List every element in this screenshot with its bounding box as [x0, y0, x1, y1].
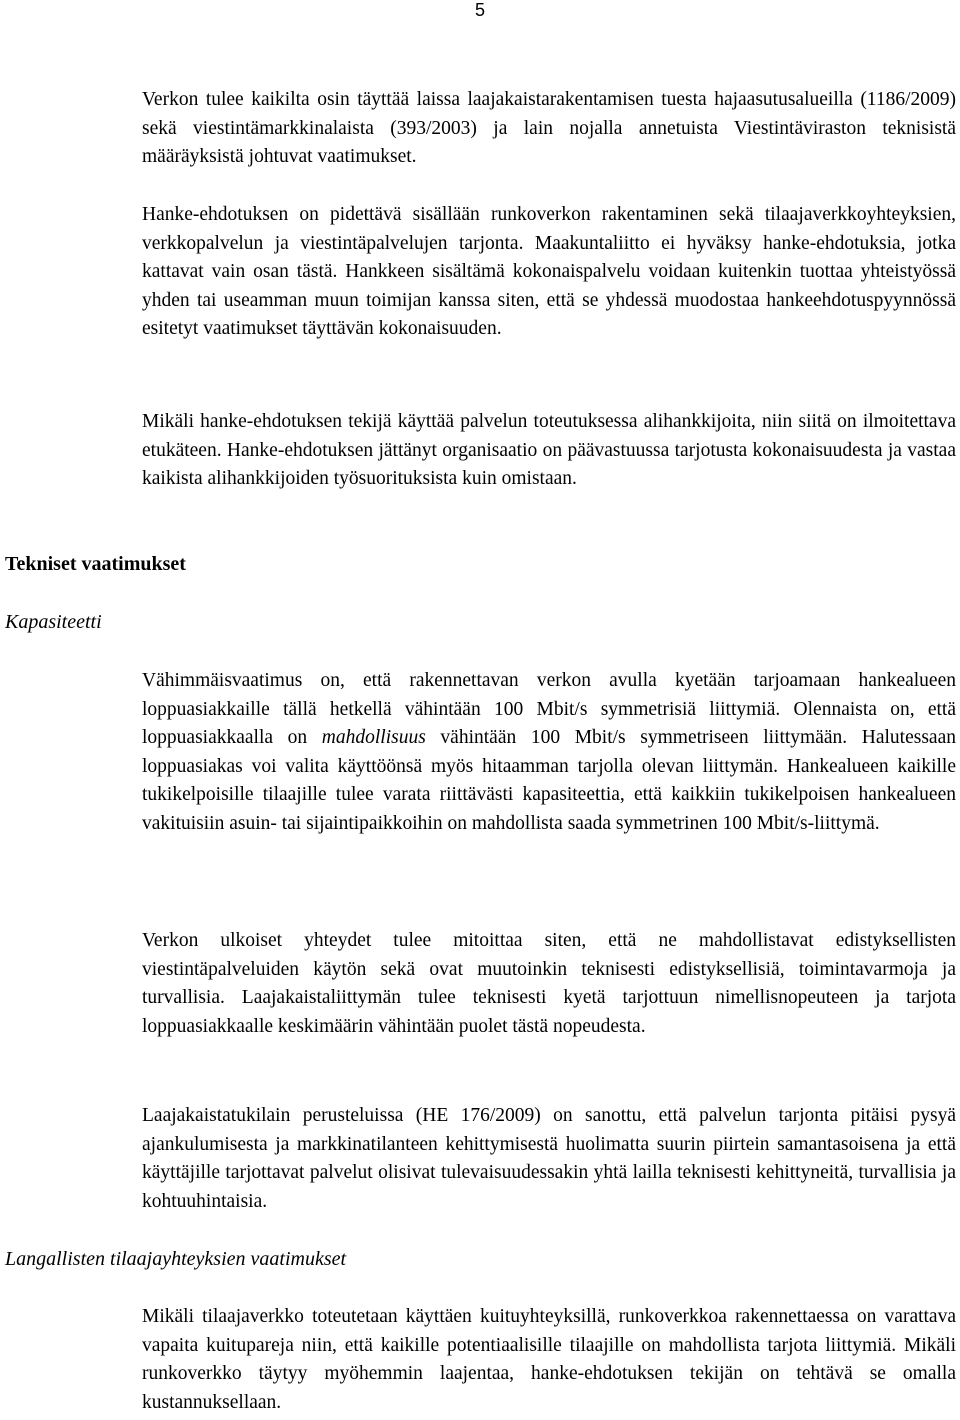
- heading-wired-connections: Langallisten tilaajayhteyksien vaatimukset: [5, 1248, 347, 1270]
- paragraph-minimum-capacity-part1: Vähimmäisvaatimus on, että rakennettavan verkon avulla kyetään tarjoamaan hankealueen loppuasiakkaille tällä hetkellä vähintään 100 Mbit/s symmetrisiä liittymiä. Olennaista on, että loppuasiakkaalla on: [142, 670, 956, 749]
- page-number: 5: [474, 0, 485, 20]
- paragraph-project-proposal-content: Hanke-ehdotuksen on pidettävä sisällään runkoverkon rakentaminen sekä tilaajaverkkoyhteyksien, verkkopalvelun ja viestintäpalvelujen tarjonta. Maakuntaliitto ei hyväksy hanke-ehdotuksia, jotka kattavat vain osan tästä. Hankkeen sisältämä kokonaispalvelu voidaan kuitenkin tuottaa yhteistyössä yhden tai useamman muun toimijan kanssa siten, että se yhdessä muodostaa hankeehdotuspyynnössä esitetyt vaatimukset täyttävän kokonaisuuden.: [142, 204, 956, 340]
- paragraph-minimum-capacity-emphasis: mahdollisuus: [321, 727, 426, 749]
- heading-capacity: Kapasiteetti: [5, 611, 102, 633]
- paragraph-external-connections: Verkon ulkoiset yhteydet tulee mitoittaa siten, että ne mahdollistavat edistyksellisten viestintäpalveluiden käytön sekä ovat muutoinkin teknisesti edistyksellisiä, toimintavarmoja ja turvallisia. Laajakaistaliittymän tulee teknisesti kyetä tarjottuun nimellisnopeuteen ja tarjota loppuasiakkaalle keskimäärin vähintään puolet tästä nopeudesta.: [142, 930, 956, 1037]
- paragraph-minimum-capacity-part2: vähintään 100 Mbit/s symmetriseen liittymään. Halutessaan loppuasiakas voi valita käyttöönsä myös hitaamman tarjolla olevan liittymän. Hankealueen kaikille tukikelpoisille tilaajille tulee varata riittävästi kapasiteettia, että kaikkiin tukikelpoisen hankealueen vakituisiin asuin- tai sijaintipaikkoihin on mahdollista saada symmetrinen 100 Mbit/s-liittymä.: [142, 727, 956, 834]
- paragraph-broadband-support-law: Laajakaistatukilain perusteluissa (HE 176/2009) on sanottu, että palvelun tarjonta pitäisi pysyä ajankulumisesta ja markkinatilanteen kehittymisestä huolimatta suurin piirtein samantasoisena ja että käyttäjille tarjottavat palvelut olisivat tulevaisuudessakin yhtä lailla teknisesti kehittyneitä, turvallisia ja kohtuuhintaisia.: [142, 1105, 956, 1212]
- paragraph-minimum-capacity: [142, 667, 956, 839]
- paragraph-fiber-pairs: Mikäli tilaajaverkko toteutetaan käyttäen kuituyhteyksillä, runkoverkkoa rakennettaessa on varattava vapaita kuitupareja niin, että kaikille potentiaalisille tilaajille on mahdollista tarjota liittymiä. Mikäli runkoverkko täytyy myöhemmin laajentaa, hanke-ehdotuksen tekijän on tehtävä se omalla kustannuksellaan.: [142, 1306, 956, 1413]
- paragraph-subcontractors: Mikäli hanke-ehdotuksen tekijä käyttää palvelun toteutuksessa alihankkijoita, niin siitä on ilmoitettava etukäteen. Hanke-ehdotuksen jättänyt organisaatio on päävastuussa tarjotusta kokonaisuudesta ja vastaa kaikista alihankkijoiden työsuorituksista kuin omistaan.: [142, 411, 956, 490]
- paragraph-network-requirements: Verkon tulee kaikilta osin täyttää laissa laajakaistarakentamisen tuesta hajaasutusalueilla (1186/2009) sekä viestintämarkkinalaista (393/2003) ja lain nojalla annetuista Viestintäviraston teknisistä määräyksistä johtuvat vaatimukset.: [142, 89, 956, 168]
- heading-technical-requirements: Tekniset vaatimukset: [5, 553, 186, 575]
